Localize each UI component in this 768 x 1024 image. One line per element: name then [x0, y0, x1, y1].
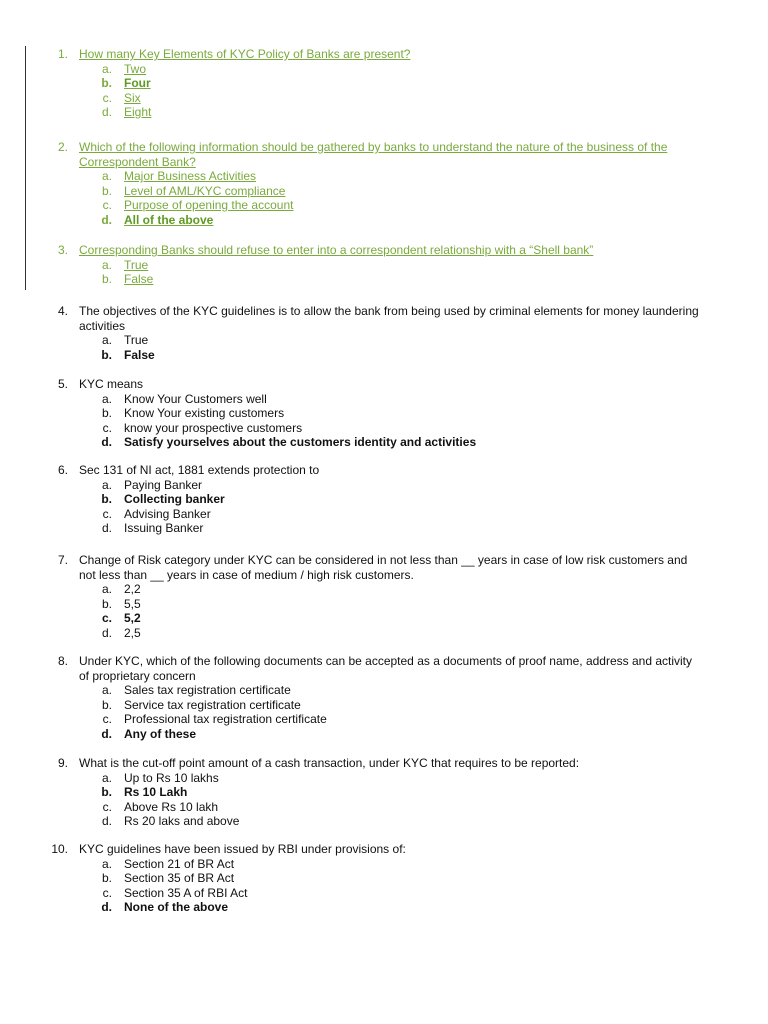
option-text: know your prospective customers — [124, 420, 303, 435]
option-letter: c. — [102, 885, 112, 900]
answer-option — [0, 333, 768, 348]
question-number: 3. — [57, 243, 68, 257]
option-text: Sales tax registration certificate — [124, 683, 291, 697]
option-letter: c. — [101, 611, 112, 625]
option-letter: b. — [101, 596, 112, 611]
option-text: None of the above — [124, 900, 229, 914]
question-number: 9. — [57, 756, 68, 770]
option-letter: d. — [101, 726, 112, 741]
answer-options — [0, 857, 768, 915]
answer-options — [0, 62, 768, 120]
option-text[interactable]: Two — [124, 61, 147, 76]
option-letter: c. — [102, 799, 112, 814]
option-text: Up to Rs 10 lakhs — [124, 770, 219, 785]
option-text: Any of these — [124, 726, 197, 741]
option-letter: a. — [101, 770, 112, 785]
answer-option-correct — [0, 76, 768, 91]
answer-option-correct — [0, 348, 768, 363]
option-text: Satisfy yourselves about the customers identity and activities — [124, 435, 477, 449]
answer-options — [0, 333, 768, 362]
answer-options — [0, 683, 768, 741]
answer-option — [0, 582, 768, 597]
answer-option-correct — [0, 727, 768, 742]
option-letter: b. — [101, 492, 112, 506]
answer-option — [0, 258, 768, 273]
option-letter: a. — [101, 582, 112, 596]
option-letter: a. — [101, 169, 112, 183]
option-letter: c. — [102, 198, 112, 212]
option-text: Above Rs 10 lakh — [124, 799, 219, 814]
answer-options — [0, 582, 768, 640]
answer-option-correct — [0, 785, 768, 800]
question-text: Under KYC, which of the following documents can be accepted as a documents of proof name, address and activity of proprietary concern — [79, 654, 693, 683]
option-letter: b. — [101, 871, 112, 885]
answer-option — [0, 871, 768, 886]
option-letter: c. — [102, 506, 112, 521]
option-letter: a. — [101, 856, 112, 871]
answer-option — [0, 198, 768, 213]
option-letter: c. — [102, 712, 112, 726]
option-letter: a. — [101, 257, 112, 272]
answer-options — [0, 258, 768, 287]
option-letter: d. — [101, 435, 112, 449]
answer-option-correct — [0, 611, 768, 626]
answer-option — [0, 683, 768, 698]
answer-option — [0, 478, 768, 493]
option-letter: d. — [101, 105, 112, 119]
option-text[interactable]: Eight — [124, 105, 152, 119]
option-letter: c. — [102, 90, 112, 105]
option-text: 5,5 — [124, 596, 141, 611]
question-number: 10. — [51, 842, 68, 856]
option-letter: c. — [102, 420, 112, 435]
answer-options — [0, 392, 768, 450]
answer-option-correct — [0, 900, 768, 915]
option-text: Section 35 of BR Act — [124, 871, 235, 885]
question-text: The objectives of the KYC guidelines is to allow the bank from being used by criminal elements for money laundering activities — [79, 304, 699, 333]
answer-option-correct — [0, 435, 768, 450]
question-number: 2. — [57, 140, 68, 154]
option-text: False — [124, 347, 155, 362]
option-text: Know Your existing customers — [124, 406, 285, 420]
question-text: What is the cut-off point amount of a cash transaction, under KYC that requires to be reported: — [79, 756, 580, 770]
question-number: 7. — [57, 553, 68, 567]
option-text[interactable]: Six — [124, 90, 141, 105]
question-text[interactable]: Corresponding Banks should refuse to enter into a correspondent relationship with a “Shell bank” — [79, 243, 594, 257]
option-letter: b. — [101, 183, 112, 198]
option-letter: a. — [101, 391, 112, 406]
option-text: Rs 20 laks and above — [124, 814, 240, 828]
answer-option — [0, 771, 768, 786]
answer-option — [0, 886, 768, 901]
question-number: 6. — [57, 463, 68, 477]
answer-options — [0, 771, 768, 829]
option-text: Service tax registration certificate — [124, 697, 301, 712]
option-text: Section 35 A of RBI Act — [124, 885, 248, 900]
option-text: 2,2 — [124, 582, 141, 596]
answer-option-correct — [0, 492, 768, 507]
option-text[interactable]: Major Business Activities — [124, 169, 257, 183]
option-text[interactable]: False — [124, 272, 154, 286]
option-letter: a. — [101, 333, 112, 347]
option-text[interactable]: Four — [124, 76, 151, 90]
answer-option — [0, 184, 768, 199]
option-text: Know Your Customers well — [124, 391, 267, 406]
answer-option — [0, 698, 768, 713]
option-text: Issuing Banker — [124, 521, 204, 535]
option-text: Section 21 of BR Act — [124, 856, 235, 871]
option-letter: d. — [101, 521, 112, 535]
answer-option — [0, 169, 768, 184]
option-letter: b. — [101, 406, 112, 420]
option-letter: d. — [101, 900, 112, 914]
answer-option — [0, 521, 768, 536]
answer-option — [0, 597, 768, 612]
answer-option — [0, 421, 768, 436]
option-text: True — [124, 333, 149, 347]
question-text: Change of Risk category under KYC can be considered in not less than __ years in case of low risk customers and not less than __ years in case of medium / high risk customers. — [79, 553, 688, 582]
option-letter: d. — [101, 814, 112, 828]
question-number: 5. — [57, 377, 68, 391]
answer-option — [0, 105, 768, 120]
answer-option — [0, 392, 768, 407]
answer-option — [0, 507, 768, 522]
answer-option — [0, 62, 768, 77]
option-text: Paying Banker — [124, 477, 203, 492]
option-text: Rs 10 Lakh — [124, 785, 188, 799]
option-letter: b. — [101, 76, 112, 90]
option-letter: a. — [101, 683, 112, 697]
option-text[interactable]: Level of AML/KYC compliance — [124, 183, 286, 198]
option-text: 5,2 — [124, 611, 141, 625]
answer-option — [0, 857, 768, 872]
question-number: 8. — [57, 654, 68, 668]
question-number: 1. — [57, 47, 68, 61]
option-text[interactable]: True — [124, 257, 149, 272]
answer-option — [0, 800, 768, 815]
question-text: Sec 131 of NI act, 1881 extends protection to — [79, 463, 320, 477]
option-text: 2,5 — [124, 625, 141, 640]
option-text: Professional tax registration certificate — [124, 712, 327, 726]
option-letter: d. — [101, 212, 112, 227]
answer-options — [0, 169, 768, 227]
question-text[interactable]: How many Key Elements of KYC Policy of Banks are present? — [79, 47, 411, 61]
answer-option — [0, 406, 768, 421]
question-text[interactable]: Which of the following information should be gathered by banks to understand the nature of the business of the Correspondent Bank? — [79, 140, 668, 169]
option-text[interactable]: All of the above — [124, 212, 214, 227]
option-letter: a. — [101, 61, 112, 76]
answer-option — [0, 712, 768, 727]
option-text: Advising Banker — [124, 506, 211, 521]
answer-option — [0, 91, 768, 106]
question-text: KYC guidelines have been issued by RBI under provisions of: — [79, 842, 406, 856]
answer-option-correct — [0, 213, 768, 228]
option-text[interactable]: Purpose of opening the account — [124, 198, 294, 212]
answer-options — [0, 478, 768, 536]
option-letter: d. — [101, 625, 112, 640]
answer-option — [0, 814, 768, 829]
option-text: Collecting banker — [124, 492, 225, 506]
option-letter: b. — [101, 697, 112, 712]
answer-option — [0, 272, 768, 287]
question-text: KYC means — [79, 377, 144, 391]
option-letter: b. — [101, 347, 112, 362]
question-number: 4. — [57, 304, 68, 318]
option-letter: b. — [101, 272, 112, 286]
option-letter: a. — [101, 477, 112, 492]
option-letter: b. — [101, 785, 112, 799]
answer-option — [0, 626, 768, 641]
